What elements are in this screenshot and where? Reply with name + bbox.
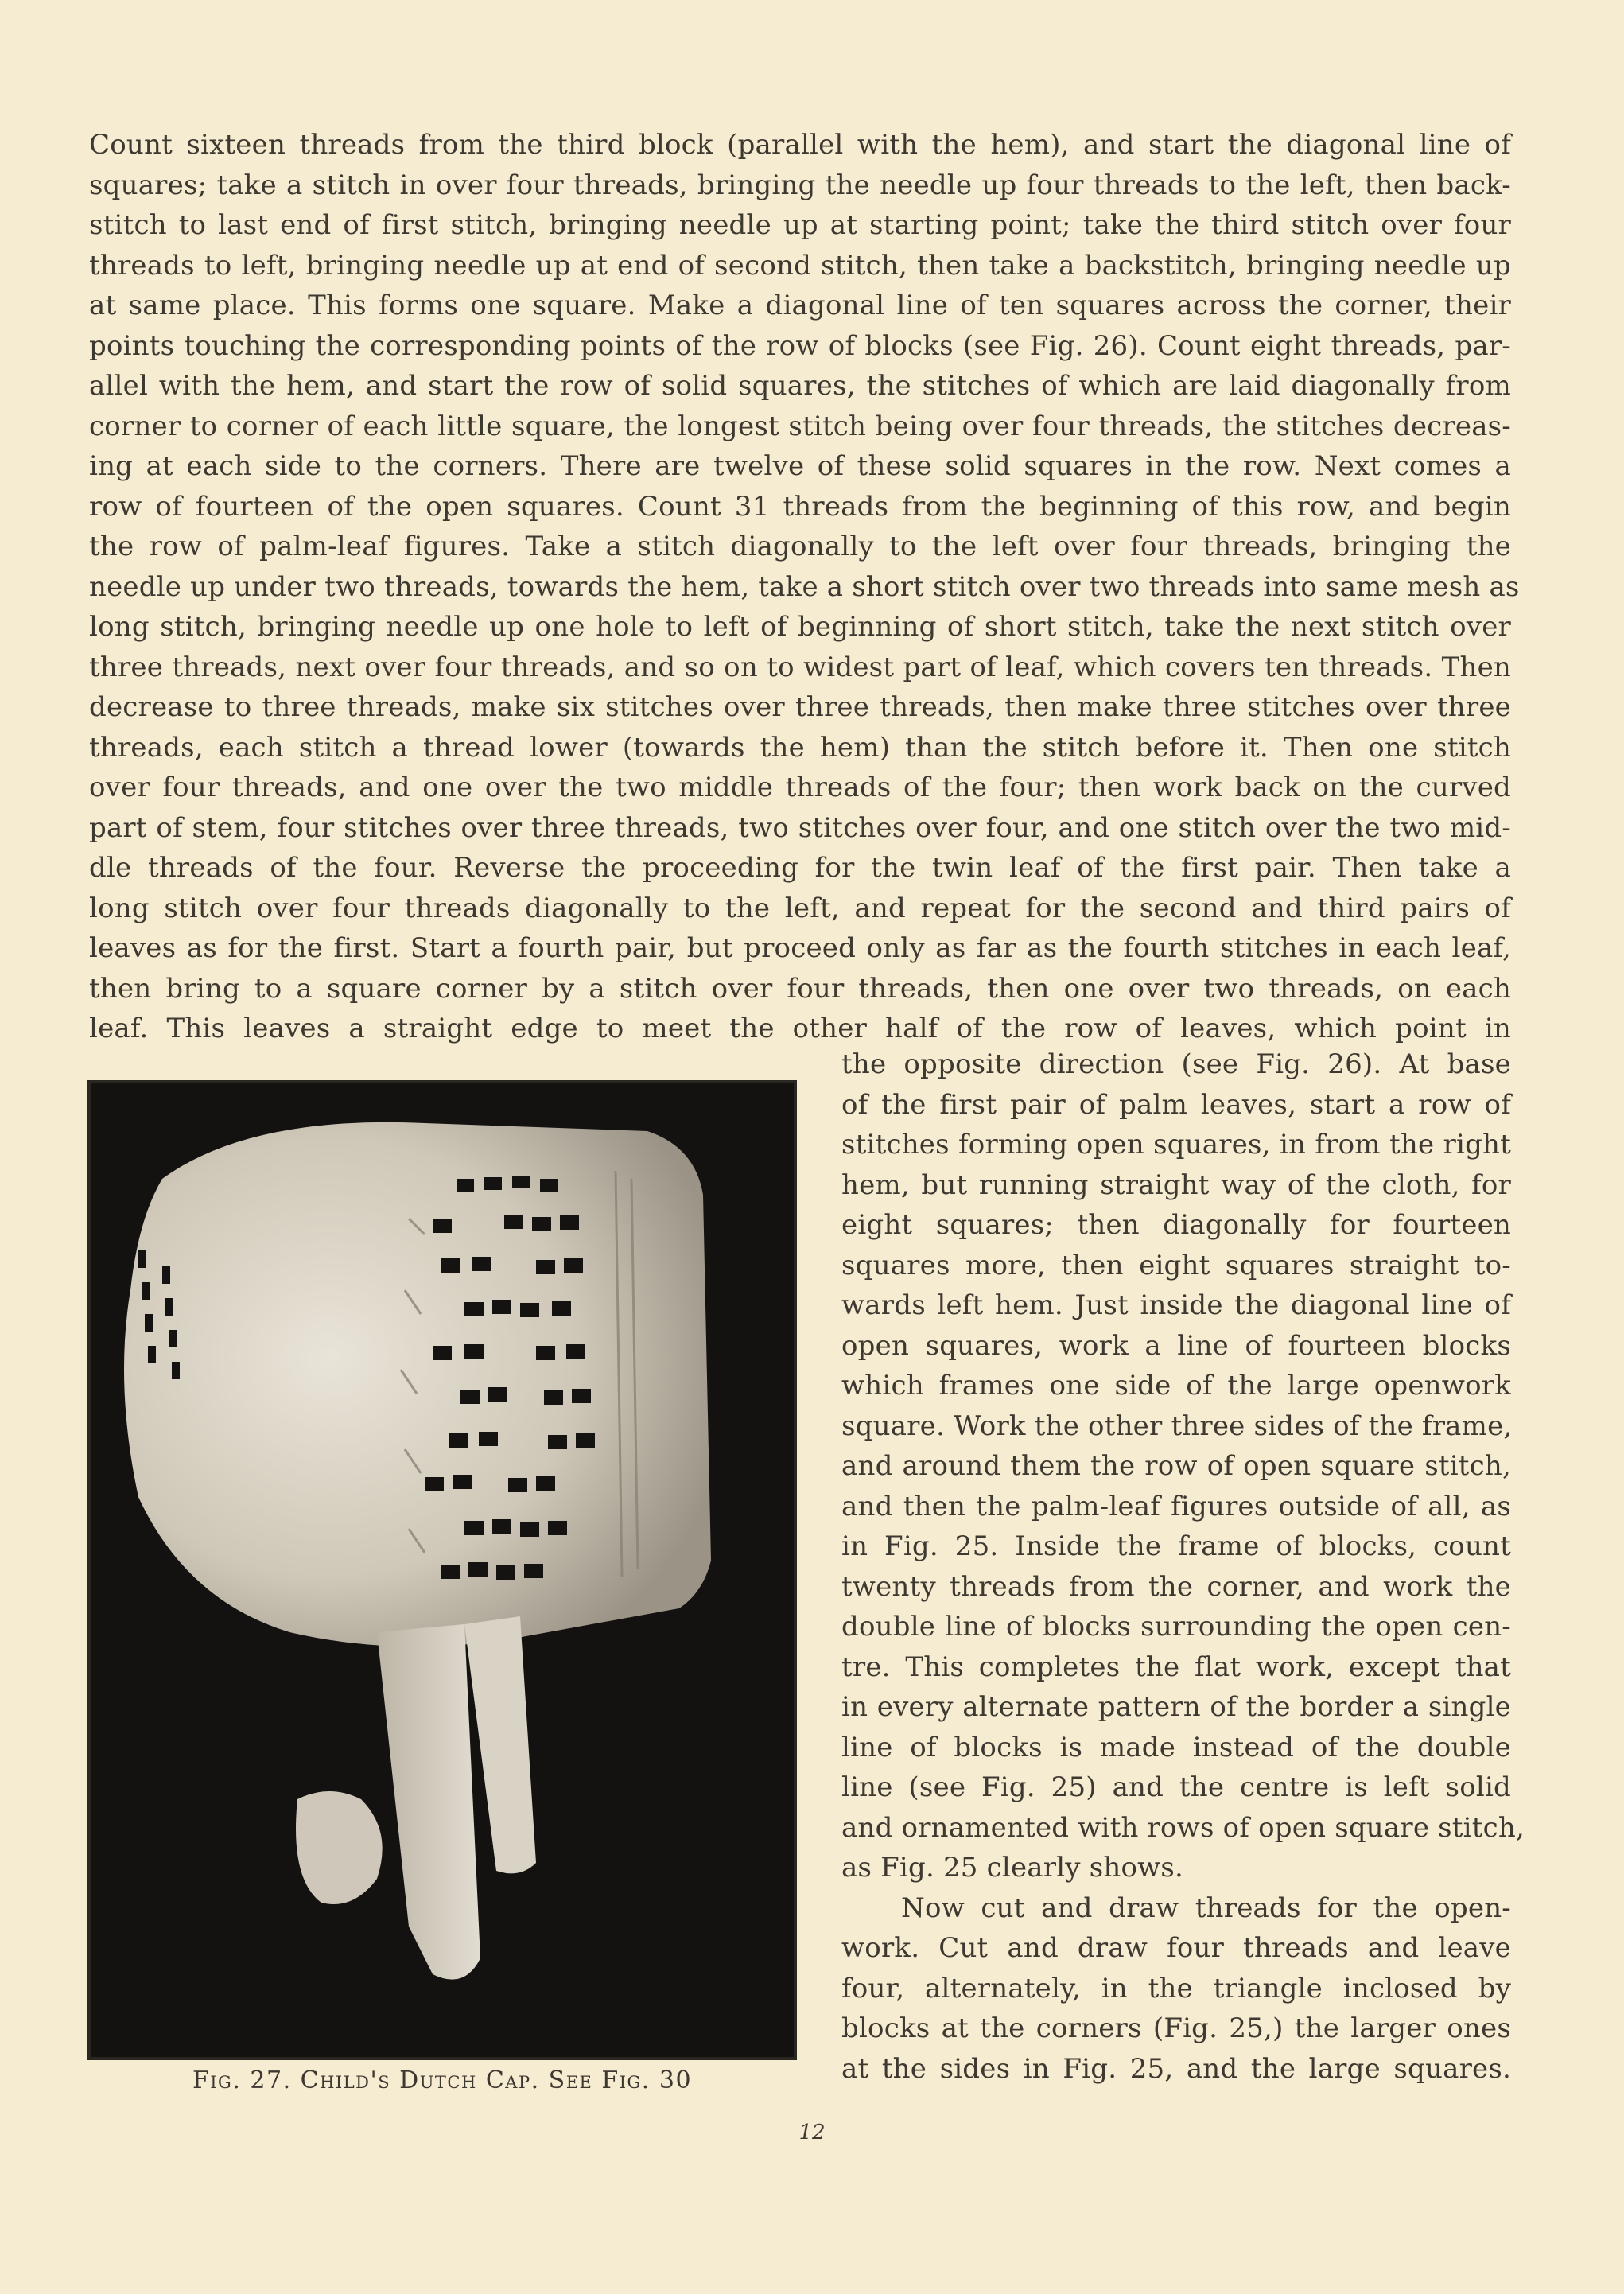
text-line: three threads, next over four threads, and so on to widest part of leaf, which covers ten threads. Then	[89, 651, 1511, 683]
dutch-cap-illustration	[91, 1083, 794, 2057]
text-line: Count sixteen threads from the third block (parallel with the hem), and start the diagonal line of	[89, 129, 1511, 161]
page-number: 12	[798, 2121, 826, 2144]
text-line: and then the palm-leaf figures outside of all, as	[841, 1490, 1511, 1522]
text-line: Now cut and draw threads for the open-	[901, 1892, 1511, 1924]
text-line: open squares, work a line of fourteen blocks	[841, 1329, 1511, 1362]
text-line: line (see Fig. 25) and the centre is left solid	[841, 1771, 1511, 1803]
text-line: dle threads of the four. Reverse the proceeding for the twin leaf of the first pair. Then take a	[89, 852, 1511, 884]
figure-caption	[87, 2067, 797, 2094]
text-line: four, alternately, in the triangle inclosed by	[841, 1972, 1511, 2004]
text-line: long stitch over four threads diagonally to the left, and repeat for the second and third pairs of	[89, 892, 1511, 924]
text-line: allel with the hem, and start the row of solid squares, the stitches of which are laid diagonally from	[89, 370, 1511, 402]
text-line: as Fig. 25 clearly shows.	[841, 1852, 1184, 1884]
text-line: twenty threads from the corner, and work the	[841, 1570, 1511, 1603]
text-line: at same place. This forms one square. Make a diagonal line of ten squares across the corner, their	[89, 290, 1511, 321]
text-line: points touching the corresponding points of the row of blocks (see Fig. 26). Count eight threads, par-	[89, 329, 1511, 362]
text-line: tre. This completes the flat work, except that	[841, 1651, 1511, 1683]
text-line: over four threads, and one over the two middle threads of the four; then work back on the curved	[89, 772, 1511, 803]
text-line: long stitch, bringing needle up one hole to left of beginning of short stitch, take the next stitch over	[89, 611, 1511, 643]
text-line: the opposite direction (see Fig. 26). At base	[841, 1048, 1511, 1080]
text-line: wards left hem. Just inside the diagonal line of	[841, 1289, 1511, 1321]
text-line: leaf. This leaves a straight edge to meet the other half of the row of leaves, which point in	[89, 1013, 1511, 1044]
text-line: stitches forming open squares, in from the right	[841, 1129, 1511, 1161]
text-line: at the sides in Fig. 25, and the large squares.	[841, 2052, 1511, 2085]
text-line: eight squares; then diagonally for fourteen	[841, 1209, 1511, 1241]
text-line: of the first pair of palm leaves, start a row of	[841, 1088, 1511, 1121]
caption-text: Fig. 27. Child's Dutch Cap. See Fig. 30	[192, 2067, 693, 2094]
text-line: in Fig. 25. Inside the frame of blocks, count	[841, 1530, 1511, 1562]
text-line: threads to left, bringing needle up at end of second stitch, then take a backstitch, bringing needle up	[89, 249, 1511, 282]
text-line: the row of palm-leaf figures. Take a stitch diagonally to the left over four threads, bringing the	[89, 531, 1511, 562]
text-line: squares; take a stitch in over four threads, bringing the needle up four threads to the left, then back-	[89, 169, 1511, 201]
text-line: line of blocks is made instead of the double	[841, 1731, 1511, 1763]
text-line: threads, each stitch a thread lower (towards the hem) than the stitch before it. Then one stitch	[89, 731, 1511, 764]
text-line: squares more, then eight squares straight to-	[841, 1249, 1511, 1281]
text-line: in every alternate pattern of the border a single	[841, 1691, 1511, 1723]
text-line: ing at each side to the corners. There are twelve of these solid squares in the row. Next comes a	[89, 450, 1511, 482]
text-line: stitch to last end of first stitch, bringing needle up at starting point; take the third stitch over four	[89, 209, 1511, 241]
text-line: blocks at the corners (Fig. 25,) the larger ones	[841, 2012, 1511, 2044]
text-line: leaves as for the first. Start a fourth pair, but proceed only as far as the fourth stitches in each leaf,	[89, 932, 1511, 964]
text-line: row of fourteen of the open squares. Count 31 threads from the beginning of this row, and begin	[89, 490, 1511, 523]
text-line: corner to corner of each little square, the longest stitch being over four threads, the stitches decreas-	[89, 410, 1511, 442]
text-line: which frames one side of the large openwork	[841, 1370, 1511, 1402]
text-line: square. Work the other three sides of the frame,	[841, 1409, 1513, 1442]
text-line: work. Cut and draw four threads and leave	[841, 1932, 1511, 1964]
text-line: double line of blocks surrounding the open cen-	[841, 1611, 1511, 1643]
text-line: hem, but running straight way of the cloth, for	[841, 1168, 1511, 1201]
text-line: part of stem, four stitches over three threads, two stitches over four, and one stitch over the two mid-	[89, 811, 1511, 844]
text-line: and ornamented with rows of open square stitch,	[841, 1811, 1525, 1844]
body-text-full-width	[89, 125, 1520, 1049]
text-line: and around them the row of open square stitch,	[841, 1450, 1511, 1482]
text-line: needle up under two threads, towards the hem, take a short stitch over two threads into same mesh as	[89, 570, 1520, 603]
body-text-right-column	[841, 1044, 1525, 2089]
figure-photo-dutch-cap	[87, 1080, 797, 2060]
text-line: then bring to a square corner by a stitch over four threads, then one over two threads, on each	[89, 972, 1511, 1005]
text-line: decrease to three threads, make six stitches over three threads, then make three stitches over three	[89, 691, 1511, 723]
